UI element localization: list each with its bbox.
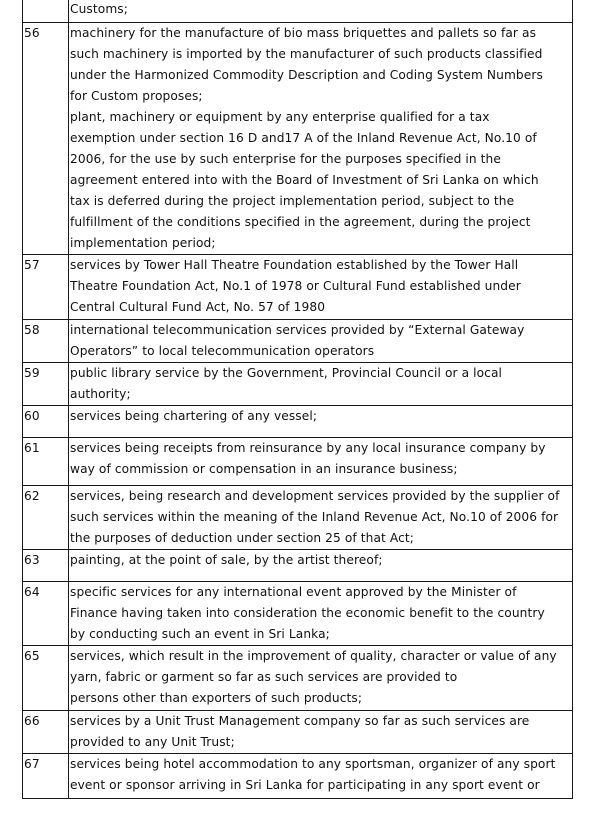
description-line: services by a Unit Trust Management company so far as such services are bbox=[70, 714, 530, 728]
description-line: exemption under section 16 D and17 A of the Inland Revenue Act, No.10 of bbox=[70, 131, 537, 145]
description-line: provided to any Unit Trust; bbox=[70, 735, 235, 749]
item-description bbox=[69, 486, 573, 550]
description-line: Finance having taken into consideration the economic benefit to the country bbox=[70, 606, 545, 620]
item-description bbox=[69, 754, 573, 799]
description-line: Operators” to local telecommunication operators bbox=[70, 344, 375, 358]
item-description bbox=[69, 363, 573, 406]
item-description bbox=[69, 406, 573, 438]
exemption-table-body bbox=[23, 0, 573, 799]
table-row bbox=[23, 0, 573, 23]
table-row bbox=[23, 23, 573, 255]
item-description bbox=[69, 255, 573, 320]
description-line: persons other than exporters of such products; bbox=[70, 691, 363, 705]
description-line: services, being research and development services provided by the supplier of bbox=[70, 489, 560, 503]
table-row bbox=[23, 754, 573, 799]
item-description bbox=[69, 438, 573, 486]
table-row bbox=[23, 711, 573, 754]
description-line: services being chartering of any vessel; bbox=[70, 409, 318, 423]
description-line: services being hotel accommodation to any sportsman, organizer of any sport bbox=[70, 757, 556, 771]
description-line: machinery for the manufacture of bio mass briquettes and pallets so far as bbox=[70, 26, 537, 40]
item-number: 65 bbox=[23, 646, 69, 711]
description-line: such machinery is imported by the manufacturer of such products classified bbox=[70, 47, 543, 61]
description-line: event or sponsor arriving in Sri Lanka for participating in any sport event or bbox=[70, 778, 540, 792]
item-description bbox=[69, 23, 573, 255]
table-row bbox=[23, 582, 573, 646]
table-row bbox=[23, 646, 573, 711]
table-row bbox=[23, 363, 573, 406]
description-line: agreement entered into with the Board of Investment of Sri Lanka on which bbox=[70, 173, 539, 187]
description-line: the purposes of deduction under section 25 of that Act; bbox=[70, 531, 415, 545]
item-number: 64 bbox=[23, 582, 69, 646]
exemption-table bbox=[22, 0, 573, 799]
description-line: for Custom proposes; bbox=[70, 89, 203, 103]
description-line: plant, machinery or equipment by any enterprise qualified for a tax bbox=[70, 110, 490, 124]
description-line: implementation period; bbox=[70, 236, 216, 250]
item-description bbox=[69, 711, 573, 754]
item-description bbox=[69, 0, 573, 23]
description-line: public library service by the Government, Provincial Council or a local bbox=[70, 366, 503, 380]
description-line: under the Harmonized Commodity Description and Coding System Numbers bbox=[70, 68, 543, 82]
item-description bbox=[69, 320, 573, 363]
item-number: 67 bbox=[23, 754, 69, 799]
description-line: tax is deferred during the project implementation period, subject to the bbox=[70, 194, 515, 208]
item-number: 59 bbox=[23, 363, 69, 406]
description-line: international telecommunication services provided by “External Gateway bbox=[70, 323, 525, 337]
description-line: such services within the meaning of the Inland Revenue Act, No.10 of 2006 for bbox=[70, 510, 559, 524]
table-row bbox=[23, 438, 573, 486]
description-line: Theatre Foundation Act, No.1 of 1978 or Cultural Fund established under bbox=[70, 279, 521, 293]
description-line: by conducting such an event in Sri Lanka; bbox=[70, 627, 330, 641]
item-number: 57 bbox=[23, 255, 69, 320]
item-description bbox=[69, 582, 573, 646]
description-line: fulfillment of the conditions specified in the agreement, during the project bbox=[70, 215, 531, 229]
description-line: authority; bbox=[70, 387, 131, 401]
table-row bbox=[23, 255, 573, 320]
description-line: Central Cultural Fund Act, No. 57 of 1980 bbox=[70, 300, 326, 314]
description-line: specific services for any international event approved by the Minister of bbox=[70, 585, 517, 599]
item-number: 66 bbox=[23, 711, 69, 754]
description-line: painting, at the point of sale, by the artist thereof; bbox=[70, 553, 383, 567]
description-line: services by Tower Hall Theatre Foundation established by the Tower Hall bbox=[70, 258, 519, 272]
description-line: 2006, for the use by such enterprise for the purposes specified in the bbox=[70, 152, 501, 166]
item-number: 60 bbox=[23, 406, 69, 438]
table-row bbox=[23, 406, 573, 438]
item-number: 58 bbox=[23, 320, 69, 363]
description-line: way of commission or compensation in an insurance business; bbox=[70, 462, 458, 476]
item-number: 61 bbox=[23, 438, 69, 486]
description-line: yarn, fabric or garment so far as such services are provided to bbox=[70, 670, 458, 684]
item-description bbox=[69, 550, 573, 582]
item-number: 56 bbox=[23, 23, 69, 255]
item-number: 63 bbox=[23, 550, 69, 582]
table-row bbox=[23, 550, 573, 582]
item-description bbox=[69, 646, 573, 711]
table-row bbox=[23, 320, 573, 363]
description-line: Customs; bbox=[70, 2, 128, 16]
description-line: services, which result in the improvement of quality, character or value of any bbox=[70, 649, 557, 663]
description-line: services being receipts from reinsurance by any local insurance company by bbox=[70, 441, 546, 455]
table-row bbox=[23, 486, 573, 550]
item-number bbox=[23, 0, 69, 23]
item-number: 62 bbox=[23, 486, 69, 550]
